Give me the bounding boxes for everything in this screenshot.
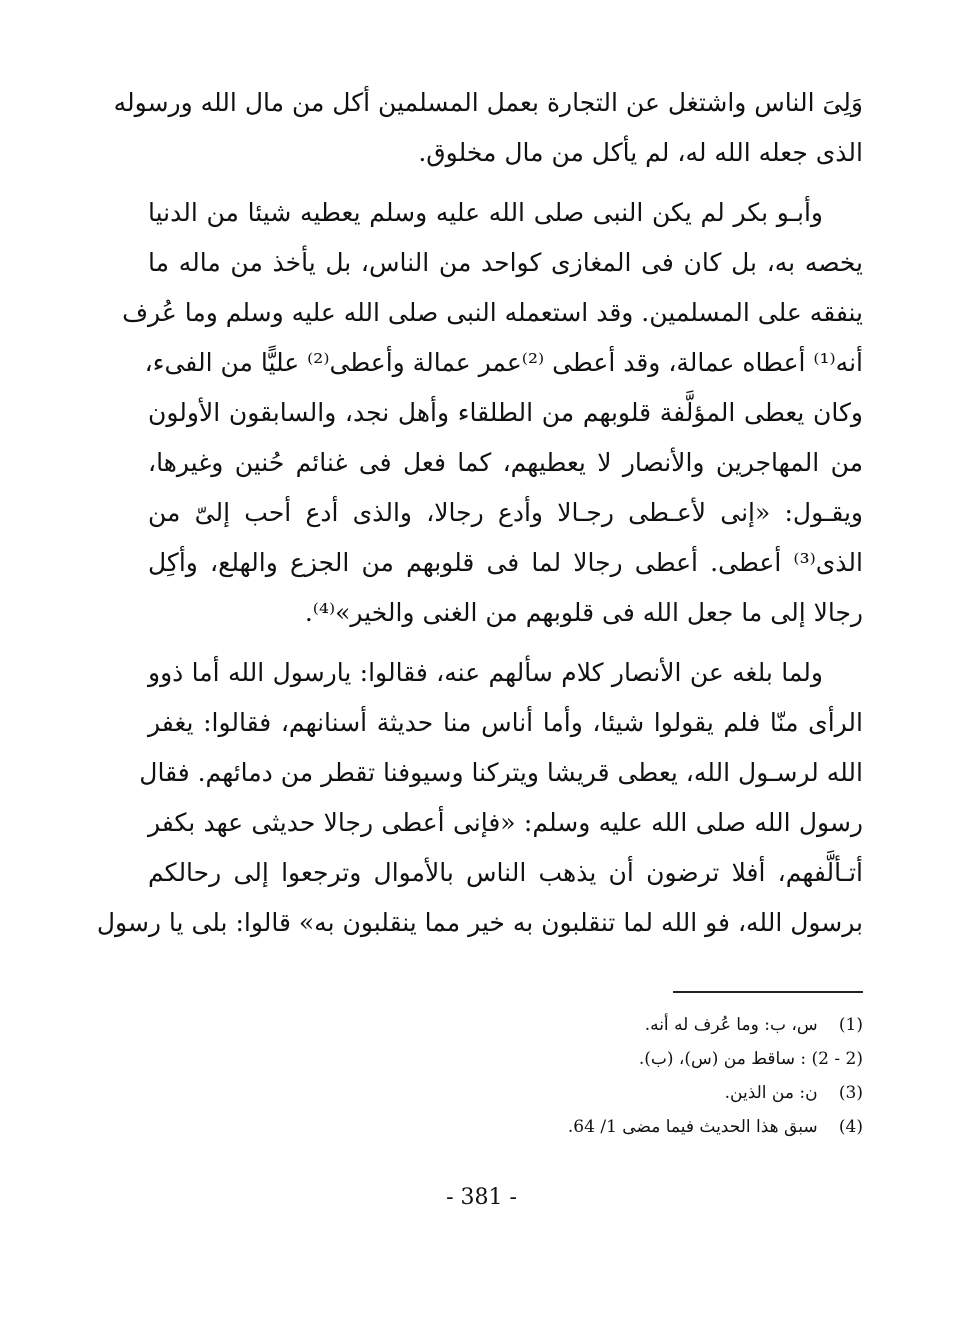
footnote-item	[148, 1076, 863, 1110]
footnote-item	[148, 1110, 863, 1144]
footnote-text: ن: من الذين.	[724, 1083, 818, 1103]
page-number: - 381 -	[446, 1185, 517, 1210]
text-line: يخصه به، بل كان فى المغازى كواحد من الناس، بل يأخذ من ماله ما	[148, 248, 863, 277]
text-line: أتـألَّفهم، أفلا ترضون أن يذهب الناس بالأموال وترجعوا إلى رحالكم	[148, 858, 863, 887]
paragraph-1	[113, 78, 863, 178]
text-line: وأبـو بكر لم يكن النبى صلى الله عليه وسلم يعطيه شيئا من الدنيا	[148, 198, 823, 227]
text-line: برسول الله، فو الله لما تنقلبون به خير مما ينقلبون به» قالوا: بلى يا رسول	[96, 908, 863, 937]
text-line: رسول الله صلى الله عليه وسلم: «فإنى أعطى رجالا حديثى عهد بكفر	[148, 808, 863, 837]
text-line: من المهاجرين والأنصار لا يعطيهم، كما فعل فى غنائم حُنين وغيرها،	[148, 448, 863, 477]
text-line: رجالا إلى ما جعل الله فى قلوبهم من الغنى والخير»⁽⁴⁾.	[304, 598, 863, 627]
footnote-number: (4)	[838, 1117, 863, 1137]
text-line: ويقـول: «إنى لأعـطى رجـالا وأدع رجالا، والذى أدع أحب إلىّ من	[148, 498, 863, 527]
footnote-item	[148, 1008, 863, 1042]
text-line: الله لرسـول الله، يعطى قريشا ويتركنا وسيوفنا تقطر من دمائهم. فقال	[139, 758, 863, 787]
text-line: ينفقه على المسلمين. وقد استعمله النبى صلى الله عليه وسلم وما عُرف	[122, 298, 863, 327]
text-line: ولما بلغه عن الأنصار كلام سألهم عنه، فقالوا: يارسول الله أما ذوو	[148, 658, 823, 687]
text-line: وَلِىَ الناس واشتغل عن التجارة بعمل المسلمين أكل من مال الله ورسوله	[113, 88, 863, 117]
main-text	[96, 78, 863, 948]
footnote-text: : ساقط من (س)، (ب).	[638, 1049, 807, 1069]
footnote-number: (1)	[838, 1015, 863, 1035]
text-line: أنه⁽¹⁾ أعطاه عمالة، وقد أعطى ⁽²⁾عمر عمالة وأعطى⁽²⁾ عليًّا من الفىء،	[144, 348, 863, 377]
text-line: وكان يعطى المؤلَّفة قلوبهم من الطلقاء وأهل نجد، والسابقون الأولون	[148, 398, 863, 427]
footnote-text: س، ب: وما عُرف له أنه.	[644, 1015, 818, 1035]
text-line: الذى جعله الله له، لم يأكل من مال مخلوق.	[418, 138, 863, 167]
footnote-text: سبق هذا الحديث فيما مضى 1/ 64.	[567, 1117, 818, 1137]
paragraph-3	[96, 648, 863, 948]
paragraph-2	[122, 188, 863, 638]
text-line: الرأى منّا فلم يقولوا شيئا، وأما أناس منا حديثة أسنانهم، فقالوا: يغفر	[148, 708, 863, 737]
footnote-number: (2 - 2)	[811, 1049, 863, 1069]
footnote-item	[148, 1042, 863, 1076]
footnote-separator	[673, 991, 863, 993]
footnote-number: (3)	[838, 1083, 863, 1103]
footnotes	[148, 1008, 863, 1144]
text-line: الذى⁽³⁾ أعطى. أعطى رجالا لما فى قلوبهم من الجزع والهلع، وأكِل	[148, 548, 863, 577]
